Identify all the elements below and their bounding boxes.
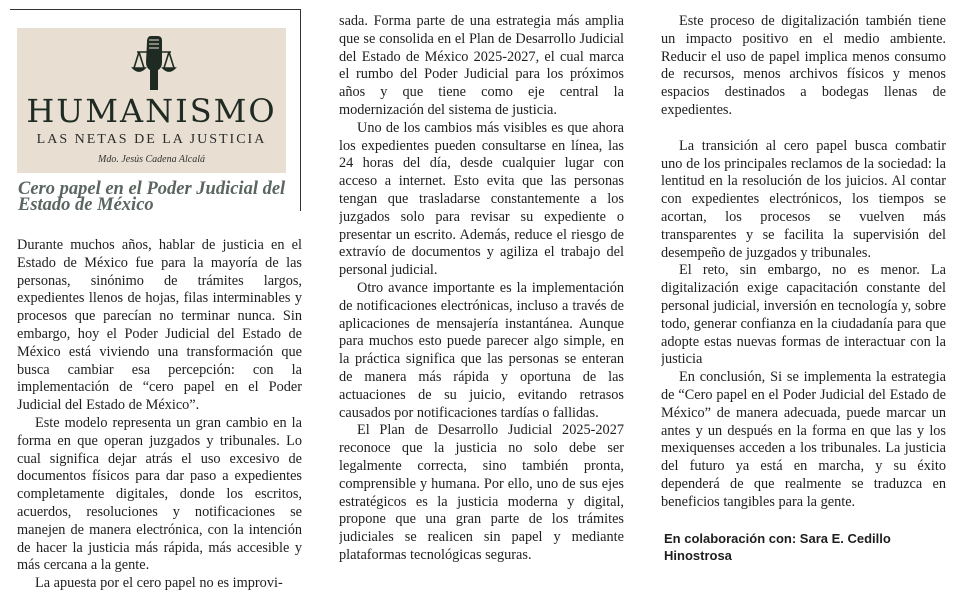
- brand-tagline: LAS NETAS DE LA JUSTICIA: [36, 132, 267, 147]
- paragraph: Otro avance importante es la implementación de notificaciones electrónicas, incluso a través de aplicaciones de mensajería instantánea. Aunque para muchos esto puede parecer algo simple, en la práctica significa que las personas se enteran de manera más rápida y oportuna de las actuaciones de su juicio, evitando retrasos causados por notificaciones tardías o fallidas.: [339, 279, 624, 421]
- article-column-2: [339, 13, 624, 605]
- article-column-1: [17, 237, 302, 607]
- column-banner: [17, 28, 286, 173]
- header-side-rule: [300, 9, 301, 211]
- paragraph: La apuesta por el cero papel no es improvi-: [35, 575, 283, 592]
- paragraph: Durante muchos años, hablar de justicia en el Estado de México fue para la mayoría de las personas, sinónimo de trámites largos, expedientes llenos de hojas, filas interminables y procesos que parecían no terminar nunca. Sin embargo, hoy el Poder Judicial del Estado de México está viviendo una transformación que busca cambiar esa percepción: con la implementación de “cero papel en el Poder Judicial del Estado de México”.: [17, 237, 302, 414]
- paragraph: El Plan de Desarrollo Judicial 2025-2027 reconoce que la justicia no solo debe ser legalmente correcta, sino también pronta, comprensible y humana. Por ello, uno de sus ejes estratégicos es la justicia moderna y digital, propone que una gran parte de los trámites judiciales se realicen sin papel y mediante plataformas tecnológicas seguras.: [339, 422, 624, 563]
- brand-name: HUMANISMO: [26, 92, 277, 130]
- paragraph: Uno de los cambios más visibles es que ahora los expedientes pueden consultarse en línea, las 24 horas del día, desde cualquier lugar con acceso a internet. Esto evita que las personas tengan que trasladarse constantemente a los juzgados solo para revisar su expediente o presentar un escrito. Además, reduce el riesgo de extravío de documentos y agiliza el trabajo del personal judicial.: [339, 119, 624, 279]
- fist-scales-icon: [131, 32, 177, 94]
- paragraph: El reto, sin embargo, no es menor. La digitalización exige capacitación constante del personal judicial, inversión en tecnología y, sobre todo, generar confianza en la ciudadanía para que adopte estas nuevas formas de interactuar con la justicia: [661, 262, 946, 368]
- paragraph: La transición al cero papel busca combatir uno de los principales reclamos de la sociedad: la lentitud en la resolución de los juicios. Al contar con expedientes electrónicos, los tiempos se acortan, los procesos se vuelven más transparentes y se facilita la supervisión del desempeño de juzgados y tribunales.: [661, 137, 946, 261]
- paragraph: En conclusión, Si se implementa la estrategia de “Cero papel en el Poder Judicial del Estado de México” de manera adecuada, puede marcar un antes y un después en la forma en que las y los mexiquenses acceden a los tribunales. La justicia del futuro ya está en marcha, y su éxito dependerá de que realmente se traduzca en beneficios tangibles para la gente.: [661, 369, 946, 510]
- paragraph: Este proceso de digitalización también tiene un impacto positivo en el medio ambiente. Reducir el uso de papel implica menos consumo de recursos, menos archivos físicos y menos espacios destinados a bodegas llenas de expedientes.: [661, 13, 946, 118]
- author-name: Mdo. Jesús Cadena Alcalá: [97, 154, 206, 165]
- paragraph: Este modelo representa un gran cambio en la forma en que operan juzgados y tribunales. Lo cual significa dejar atrás el uso excesivo de documentos físicos para dar paso a expedientes completamente digitales, donde los escritos, acuerdos, resoluciones y notificaciones se manejen de manera electrónica, con la intención de hacer la justicia más rápida, más accesible y más cercana a la gente.: [17, 414, 302, 574]
- article-headline: Cero papel en el Poder Judicial del Estado de México: [18, 179, 286, 215]
- header-rule: [10, 9, 300, 10]
- paragraph: sada. Forma parte de una estrategia más amplia que se consolida en el Plan de Desarrollo Judicial del Estado de México 2025-2027, el cual marca el rumbo del Poder Judicial para los próximos años y que tiene como eje central la modernización del sistema de justicia.: [339, 13, 624, 118]
- collaboration-credit: En colaboración con: Sara E. Cedillo Hinostrosa: [664, 530, 891, 564]
- article-column-3: [661, 13, 946, 605]
